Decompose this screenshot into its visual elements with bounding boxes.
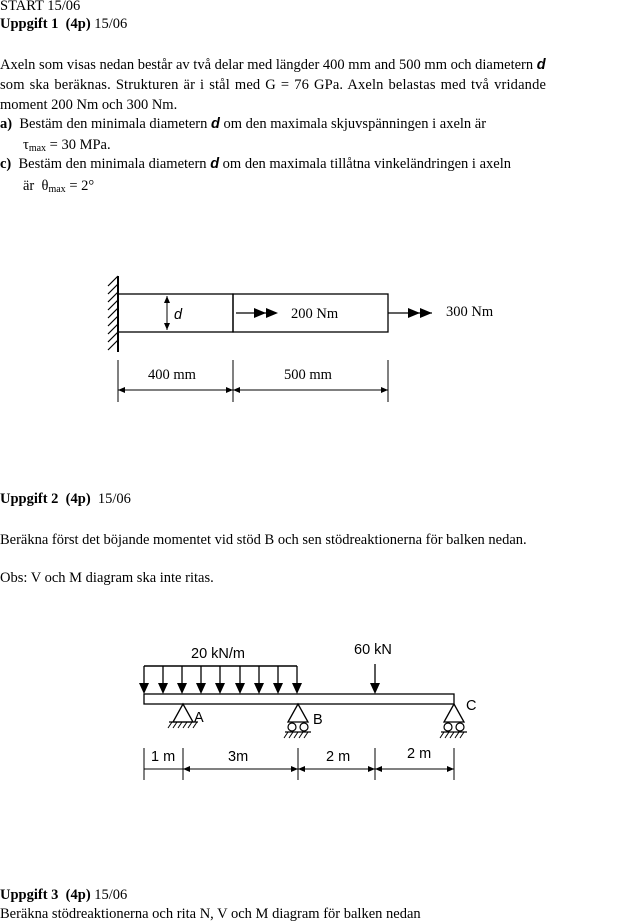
support-b-label: B (313, 712, 323, 728)
span-label-3: 2 m (326, 749, 351, 765)
tau-sub: max (28, 143, 47, 154)
task3-text: Beräkna stödreaktionerna och rita N, V och M diagram för balken nedan (0, 906, 421, 922)
span-label-4: 2 m (407, 746, 432, 762)
span-label-1: 1 m (151, 749, 176, 765)
distributed-load-label: 20 kN/m (191, 646, 245, 662)
support-b (284, 704, 311, 738)
task3-title (0, 886, 127, 904)
length-label-400: 400 mm (148, 367, 196, 383)
beam (144, 694, 454, 704)
task2-date: 15/06 (97, 491, 131, 507)
question-a-label: a) (0, 116, 13, 132)
question-c-label: c) (0, 156, 12, 172)
task2-heading: Uppgift 2 (0, 491, 59, 507)
diameter-label: d (174, 307, 183, 323)
question-c-d: d (210, 156, 220, 172)
task2-text1: Beräkna först det böjande momentet vid stöd B och sen stödreaktionerna för balken nedan. (0, 532, 527, 548)
tau-value: = 30 MPa. (46, 137, 111, 153)
torque-label-300: 300 Nm (446, 304, 494, 320)
task2-text2: Obs: V och M diagram ska inte ritas. (0, 570, 214, 586)
task3-heading: Uppgift 3 (0, 887, 59, 903)
question-a-text1: Bestäm den minimala diametern (19, 116, 208, 132)
task1-heading: Uppgift 1 (0, 16, 59, 32)
theta-value: = 2° (65, 178, 95, 194)
task3-date: 15/06 (94, 887, 128, 903)
task3-points: (4p) (65, 887, 91, 903)
task1-intro-line3: moment 200 Nm och 300 Nm. (0, 97, 178, 113)
task1-intro-line2: som ska beräknas. Strukturen är i stål med G = 76 GPa. Axeln belastas med två vridande (0, 77, 547, 93)
question-a-text2: om den maximala skjuvspänningen i axeln är (223, 116, 487, 132)
task2-points: (4p) (65, 491, 91, 507)
support-c-label: C (466, 698, 477, 714)
task1-points: (4p) (65, 16, 91, 32)
point-load-label: 60 kN (354, 642, 392, 658)
page-header: START 15/06 (0, 0, 81, 14)
support-c (440, 704, 467, 738)
task1-intro-d: d (536, 57, 546, 73)
theta-symbol: θ (41, 178, 49, 194)
theta-prefix: är (23, 178, 35, 194)
length-label-500: 500 mm (284, 367, 332, 383)
torque-label-200: 200 Nm (291, 306, 339, 322)
tau-symbol: τ (23, 137, 29, 153)
span-label-2: 3m (228, 749, 249, 765)
support-a-label: A (194, 710, 204, 726)
question-a-d: d (211, 116, 220, 132)
theta-sub: max (48, 184, 66, 195)
task1-date: 15/06 (94, 16, 128, 32)
task1-intro-text: Axeln som visas nedan består av två delar med längder 400 mm and 500 mm och diametern (0, 57, 534, 73)
question-c-text2: om den maximala tillåtna vinkeländringen i axeln (222, 156, 511, 172)
question-c-text1: Bestäm den minimala diametern (18, 156, 207, 172)
